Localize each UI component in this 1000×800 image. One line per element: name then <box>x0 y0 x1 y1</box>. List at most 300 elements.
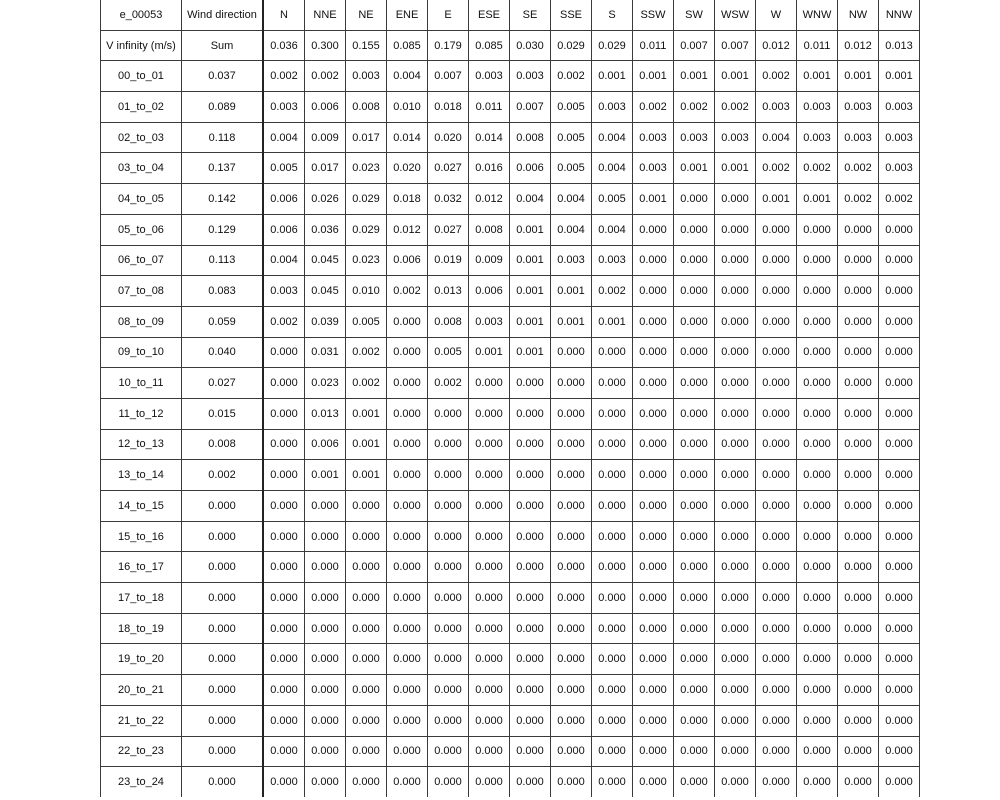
frequency-cell: 0.000 <box>263 767 305 797</box>
frequency-cell: 0.000 <box>305 583 346 614</box>
frequency-cell: 0.000 <box>510 675 551 706</box>
frequency-cell: 0.027 <box>428 153 469 184</box>
frequency-cell: 0.000 <box>387 368 428 399</box>
frequency-cell: 0.027 <box>428 214 469 245</box>
direction-header-cell: SW <box>674 0 715 30</box>
frequency-cell: 0.000 <box>797 491 838 522</box>
frequency-cell: 0.000 <box>633 491 674 522</box>
frequency-cell: 0.000 <box>715 214 756 245</box>
frequency-cell: 0.000 <box>263 460 305 491</box>
frequency-cell: 0.000 <box>551 552 592 583</box>
frequency-cell: 0.000 <box>674 184 715 215</box>
frequency-cell: 0.023 <box>346 153 387 184</box>
frequency-cell: 0.004 <box>387 61 428 92</box>
frequency-cell: 0.005 <box>263 153 305 184</box>
frequency-cell: 0.000 <box>387 491 428 522</box>
frequency-cell: 0.000 <box>469 705 510 736</box>
frequency-cell: 0.000 <box>387 644 428 675</box>
frequency-cell: 0.000 <box>715 521 756 552</box>
frequency-cell: 0.000 <box>715 491 756 522</box>
direction-header-cell: NE <box>346 0 387 30</box>
frequency-cell: 0.000 <box>469 460 510 491</box>
frequency-cell: 0.000 <box>469 398 510 429</box>
frequency-cell: 0.000 <box>263 736 305 767</box>
row-sum-cell: 0.142 <box>182 184 264 215</box>
frequency-cell: 0.000 <box>838 705 879 736</box>
frequency-cell: 0.000 <box>715 583 756 614</box>
frequency-cell: 0.004 <box>592 153 633 184</box>
frequency-cell: 0.000 <box>305 552 346 583</box>
frequency-cell: 0.000 <box>879 736 920 767</box>
speed-bin-label: 02_to_03 <box>101 122 182 153</box>
table-row <box>101 644 920 675</box>
sum-header: Sum <box>182 30 264 61</box>
frequency-cell: 0.000 <box>715 705 756 736</box>
frequency-cell: 0.000 <box>387 460 428 491</box>
frequency-cell: 0.001 <box>715 61 756 92</box>
frequency-cell: 0.000 <box>592 675 633 706</box>
frequency-cell: 0.031 <box>305 337 346 368</box>
frequency-cell: 0.000 <box>756 398 797 429</box>
frequency-cell: 0.000 <box>469 583 510 614</box>
frequency-cell: 0.000 <box>387 736 428 767</box>
frequency-cell: 0.000 <box>469 736 510 767</box>
frequency-cell: 0.000 <box>592 705 633 736</box>
row-sum-cell: 0.037 <box>182 61 264 92</box>
frequency-cell: 0.000 <box>674 245 715 276</box>
frequency-cell: 0.000 <box>756 736 797 767</box>
frequency-cell: 0.000 <box>797 306 838 337</box>
frequency-cell: 0.000 <box>715 736 756 767</box>
frequency-cell: 0.000 <box>674 368 715 399</box>
frequency-cell: 0.000 <box>387 398 428 429</box>
frequency-cell: 0.000 <box>428 398 469 429</box>
table-row <box>101 429 920 460</box>
frequency-cell: 0.000 <box>838 767 879 797</box>
frequency-cell: 0.000 <box>510 767 551 797</box>
direction-header-cell: NNE <box>305 0 346 30</box>
frequency-cell: 0.000 <box>428 736 469 767</box>
frequency-cell: 0.000 <box>469 675 510 706</box>
frequency-cell: 0.004 <box>551 184 592 215</box>
totals-row <box>101 30 920 61</box>
frequency-cell: 0.000 <box>838 613 879 644</box>
frequency-cell: 0.000 <box>674 460 715 491</box>
frequency-cell: 0.000 <box>674 214 715 245</box>
frequency-cell: 0.001 <box>551 276 592 307</box>
frequency-cell: 0.004 <box>551 214 592 245</box>
speed-bin-label: 12_to_13 <box>101 429 182 460</box>
table-row <box>101 583 920 614</box>
table-id-label: e_00053 <box>101 0 182 30</box>
frequency-cell: 0.014 <box>469 122 510 153</box>
speed-bin-label: 18_to_19 <box>101 613 182 644</box>
frequency-cell: 0.000 <box>797 767 838 797</box>
frequency-cell: 0.006 <box>263 184 305 215</box>
row-sum-cell: 0.118 <box>182 122 264 153</box>
frequency-cell: 0.000 <box>797 460 838 491</box>
frequency-cell: 0.000 <box>756 583 797 614</box>
frequency-cell: 0.000 <box>387 767 428 797</box>
frequency-cell: 0.000 <box>674 736 715 767</box>
frequency-cell: 0.000 <box>797 521 838 552</box>
frequency-cell: 0.000 <box>838 429 879 460</box>
frequency-cell: 0.000 <box>551 521 592 552</box>
frequency-cell: 0.000 <box>797 705 838 736</box>
frequency-cell: 0.000 <box>633 583 674 614</box>
frequency-cell: 0.000 <box>797 644 838 675</box>
table-row <box>101 491 920 522</box>
direction-header-cell: WNW <box>797 0 838 30</box>
frequency-cell: 0.000 <box>879 552 920 583</box>
frequency-cell: 0.000 <box>674 552 715 583</box>
wind-frequency-table <box>100 0 920 797</box>
row-sum-cell: 0.000 <box>182 644 264 675</box>
table-row <box>101 705 920 736</box>
speed-bin-label: 17_to_18 <box>101 583 182 614</box>
table-row <box>101 552 920 583</box>
speed-bin-label: 06_to_07 <box>101 245 182 276</box>
frequency-cell: 0.000 <box>592 368 633 399</box>
frequency-cell: 0.000 <box>756 276 797 307</box>
frequency-cell: 0.026 <box>305 184 346 215</box>
frequency-cell: 0.001 <box>346 429 387 460</box>
frequency-cell: 0.003 <box>797 92 838 123</box>
frequency-cell: 0.000 <box>428 429 469 460</box>
frequency-cell: 0.000 <box>592 552 633 583</box>
frequency-cell: 0.000 <box>715 276 756 307</box>
speed-bin-label: 11_to_12 <box>101 398 182 429</box>
frequency-cell: 0.001 <box>592 61 633 92</box>
speed-bin-label: 15_to_16 <box>101 521 182 552</box>
table-row <box>101 214 920 245</box>
frequency-cell: 0.009 <box>469 245 510 276</box>
speed-header: V infinity (m/s) <box>101 30 182 61</box>
frequency-cell: 0.000 <box>346 644 387 675</box>
frequency-cell: 0.036 <box>305 214 346 245</box>
frequency-cell: 0.000 <box>346 613 387 644</box>
row-sum-cell: 0.000 <box>182 491 264 522</box>
frequency-cell: 0.003 <box>263 92 305 123</box>
speed-bin-label: 16_to_17 <box>101 552 182 583</box>
direction-total-cell: 0.013 <box>879 30 920 61</box>
frequency-cell: 0.002 <box>838 153 879 184</box>
frequency-cell: 0.004 <box>263 245 305 276</box>
frequency-cell: 0.003 <box>674 122 715 153</box>
frequency-cell: 0.001 <box>797 61 838 92</box>
frequency-cell: 0.000 <box>879 306 920 337</box>
frequency-cell: 0.000 <box>387 552 428 583</box>
frequency-cell: 0.000 <box>551 337 592 368</box>
frequency-cell: 0.000 <box>551 583 592 614</box>
frequency-cell: 0.000 <box>838 736 879 767</box>
row-sum-cell: 0.137 <box>182 153 264 184</box>
direction-total-cell: 0.030 <box>510 30 551 61</box>
frequency-cell: 0.006 <box>510 153 551 184</box>
direction-total-cell: 0.085 <box>469 30 510 61</box>
speed-bin-label: 14_to_15 <box>101 491 182 522</box>
row-sum-cell: 0.000 <box>182 613 264 644</box>
frequency-cell: 0.000 <box>633 368 674 399</box>
frequency-cell: 0.000 <box>838 583 879 614</box>
frequency-cell: 0.000 <box>633 398 674 429</box>
frequency-cell: 0.000 <box>715 368 756 399</box>
frequency-cell: 0.000 <box>633 521 674 552</box>
frequency-cell: 0.000 <box>838 521 879 552</box>
frequency-cell: 0.000 <box>633 245 674 276</box>
speed-bin-label: 21_to_22 <box>101 705 182 736</box>
frequency-cell: 0.000 <box>551 368 592 399</box>
frequency-cell: 0.000 <box>756 644 797 675</box>
frequency-cell: 0.002 <box>756 153 797 184</box>
direction-total-cell: 0.155 <box>346 30 387 61</box>
frequency-cell: 0.018 <box>387 184 428 215</box>
frequency-cell: 0.000 <box>510 521 551 552</box>
direction-total-cell: 0.036 <box>263 30 305 61</box>
frequency-cell: 0.000 <box>592 613 633 644</box>
frequency-cell: 0.000 <box>551 675 592 706</box>
frequency-cell: 0.001 <box>346 398 387 429</box>
frequency-cell: 0.000 <box>633 736 674 767</box>
frequency-cell: 0.013 <box>428 276 469 307</box>
frequency-cell: 0.000 <box>797 398 838 429</box>
direction-header-cell: N <box>263 0 305 30</box>
frequency-cell: 0.000 <box>838 398 879 429</box>
frequency-cell: 0.001 <box>469 337 510 368</box>
frequency-cell: 0.005 <box>551 122 592 153</box>
frequency-cell: 0.000 <box>674 276 715 307</box>
frequency-cell: 0.003 <box>592 245 633 276</box>
frequency-cell: 0.029 <box>346 214 387 245</box>
row-sum-cell: 0.015 <box>182 398 264 429</box>
frequency-cell: 0.000 <box>551 613 592 644</box>
frequency-cell: 0.000 <box>879 368 920 399</box>
frequency-cell: 0.000 <box>510 491 551 522</box>
frequency-cell: 0.003 <box>263 276 305 307</box>
frequency-cell: 0.000 <box>838 491 879 522</box>
frequency-cell: 0.003 <box>633 122 674 153</box>
frequency-cell: 0.002 <box>263 61 305 92</box>
frequency-cell: 0.000 <box>510 705 551 736</box>
frequency-cell: 0.000 <box>838 552 879 583</box>
frequency-cell: 0.008 <box>510 122 551 153</box>
frequency-cell: 0.000 <box>592 429 633 460</box>
direction-header-cell: NNW <box>879 0 920 30</box>
frequency-cell: 0.005 <box>592 184 633 215</box>
direction-total-cell: 0.011 <box>633 30 674 61</box>
frequency-cell: 0.000 <box>551 460 592 491</box>
frequency-cell: 0.005 <box>428 337 469 368</box>
frequency-cell: 0.000 <box>633 460 674 491</box>
frequency-cell: 0.000 <box>387 306 428 337</box>
row-sum-cell: 0.000 <box>182 705 264 736</box>
direction-total-cell: 0.029 <box>551 30 592 61</box>
frequency-cell: 0.018 <box>428 92 469 123</box>
direction-total-cell: 0.011 <box>797 30 838 61</box>
frequency-cell: 0.029 <box>346 184 387 215</box>
row-sum-cell: 0.059 <box>182 306 264 337</box>
speed-bin-label: 19_to_20 <box>101 644 182 675</box>
frequency-cell: 0.004 <box>592 214 633 245</box>
direction-total-cell: 0.012 <box>756 30 797 61</box>
frequency-cell: 0.000 <box>263 613 305 644</box>
frequency-cell: 0.000 <box>715 460 756 491</box>
frequency-cell: 0.003 <box>797 122 838 153</box>
frequency-cell: 0.000 <box>346 675 387 706</box>
frequency-cell: 0.000 <box>674 583 715 614</box>
frequency-cell: 0.000 <box>838 460 879 491</box>
row-sum-cell: 0.083 <box>182 276 264 307</box>
frequency-cell: 0.000 <box>263 429 305 460</box>
frequency-cell: 0.005 <box>346 306 387 337</box>
table-row <box>101 184 920 215</box>
frequency-cell: 0.020 <box>428 122 469 153</box>
wind-table-body <box>101 0 920 797</box>
frequency-cell: 0.000 <box>263 398 305 429</box>
frequency-cell: 0.000 <box>715 644 756 675</box>
table-row <box>101 368 920 399</box>
frequency-cell: 0.000 <box>797 583 838 614</box>
table-row <box>101 61 920 92</box>
frequency-cell: 0.003 <box>838 122 879 153</box>
frequency-cell: 0.000 <box>305 675 346 706</box>
frequency-cell: 0.000 <box>305 705 346 736</box>
frequency-cell: 0.000 <box>263 337 305 368</box>
table-row <box>101 245 920 276</box>
frequency-cell: 0.000 <box>879 705 920 736</box>
table-row <box>101 736 920 767</box>
frequency-cell: 0.000 <box>346 583 387 614</box>
frequency-cell: 0.000 <box>756 705 797 736</box>
frequency-cell: 0.000 <box>633 306 674 337</box>
frequency-cell: 0.000 <box>551 491 592 522</box>
frequency-cell: 0.001 <box>510 306 551 337</box>
frequency-cell: 0.001 <box>674 153 715 184</box>
direction-total-cell: 0.007 <box>715 30 756 61</box>
row-sum-cell: 0.113 <box>182 245 264 276</box>
row-sum-cell: 0.000 <box>182 767 264 797</box>
frequency-cell: 0.017 <box>305 153 346 184</box>
frequency-cell: 0.000 <box>263 583 305 614</box>
frequency-cell: 0.000 <box>592 521 633 552</box>
row-sum-cell: 0.008 <box>182 429 264 460</box>
frequency-cell: 0.000 <box>674 767 715 797</box>
frequency-cell: 0.000 <box>592 583 633 614</box>
speed-bin-label: 09_to_10 <box>101 337 182 368</box>
frequency-cell: 0.000 <box>756 214 797 245</box>
frequency-cell: 0.000 <box>551 767 592 797</box>
frequency-cell: 0.000 <box>469 491 510 522</box>
row-sum-cell: 0.089 <box>182 92 264 123</box>
frequency-cell: 0.000 <box>633 705 674 736</box>
frequency-cell: 0.000 <box>551 644 592 675</box>
row-sum-cell: 0.000 <box>182 552 264 583</box>
frequency-cell: 0.000 <box>879 521 920 552</box>
frequency-cell: 0.000 <box>346 705 387 736</box>
speed-bin-label: 01_to_02 <box>101 92 182 123</box>
frequency-cell: 0.002 <box>633 92 674 123</box>
frequency-cell: 0.000 <box>715 429 756 460</box>
frequency-cell: 0.000 <box>263 705 305 736</box>
speed-bin-label: 03_to_04 <box>101 153 182 184</box>
frequency-cell: 0.002 <box>263 306 305 337</box>
direction-header-cell: S <box>592 0 633 30</box>
frequency-cell: 0.003 <box>551 245 592 276</box>
frequency-cell: 0.006 <box>263 214 305 245</box>
frequency-cell: 0.000 <box>879 644 920 675</box>
frequency-cell: 0.000 <box>428 491 469 522</box>
frequency-cell: 0.000 <box>715 767 756 797</box>
frequency-cell: 0.000 <box>551 705 592 736</box>
frequency-cell: 0.000 <box>346 736 387 767</box>
direction-total-cell: 0.012 <box>838 30 879 61</box>
frequency-cell: 0.002 <box>879 184 920 215</box>
direction-header-cell: ENE <box>387 0 428 30</box>
row-sum-cell: 0.000 <box>182 736 264 767</box>
speed-bin-label: 22_to_23 <box>101 736 182 767</box>
frequency-cell: 0.001 <box>633 184 674 215</box>
frequency-cell: 0.003 <box>879 153 920 184</box>
frequency-cell: 0.000 <box>510 644 551 675</box>
frequency-cell: 0.001 <box>879 61 920 92</box>
speed-bin-label: 07_to_08 <box>101 276 182 307</box>
frequency-cell: 0.003 <box>510 61 551 92</box>
speed-bin-label: 13_to_14 <box>101 460 182 491</box>
frequency-cell: 0.032 <box>428 184 469 215</box>
frequency-cell: 0.011 <box>469 92 510 123</box>
frequency-cell: 0.003 <box>592 92 633 123</box>
frequency-cell: 0.000 <box>428 675 469 706</box>
frequency-cell: 0.000 <box>879 429 920 460</box>
row-sum-cell: 0.000 <box>182 675 264 706</box>
frequency-cell: 0.000 <box>428 583 469 614</box>
frequency-cell: 0.000 <box>838 245 879 276</box>
row-sum-cell: 0.000 <box>182 583 264 614</box>
frequency-cell: 0.000 <box>756 521 797 552</box>
frequency-cell: 0.000 <box>756 245 797 276</box>
table-row <box>101 276 920 307</box>
frequency-cell: 0.009 <box>305 122 346 153</box>
frequency-cell: 0.000 <box>756 429 797 460</box>
frequency-cell: 0.003 <box>838 92 879 123</box>
frequency-cell: 0.000 <box>263 644 305 675</box>
frequency-cell: 0.003 <box>879 122 920 153</box>
frequency-cell: 0.000 <box>674 675 715 706</box>
frequency-cell: 0.016 <box>469 153 510 184</box>
frequency-cell: 0.019 <box>428 245 469 276</box>
row-sum-cell: 0.002 <box>182 460 264 491</box>
frequency-cell: 0.004 <box>756 122 797 153</box>
frequency-cell: 0.002 <box>838 184 879 215</box>
table-row <box>101 122 920 153</box>
frequency-cell: 0.000 <box>838 306 879 337</box>
speed-bin-label: 00_to_01 <box>101 61 182 92</box>
frequency-cell: 0.012 <box>387 214 428 245</box>
frequency-cell: 0.000 <box>674 398 715 429</box>
frequency-cell: 0.017 <box>346 122 387 153</box>
row-sum-cell: 0.000 <box>182 521 264 552</box>
frequency-cell: 0.010 <box>387 92 428 123</box>
frequency-cell: 0.000 <box>756 552 797 583</box>
frequency-cell: 0.000 <box>797 552 838 583</box>
frequency-cell: 0.007 <box>428 61 469 92</box>
frequency-cell: 0.000 <box>879 675 920 706</box>
speed-bin-label: 10_to_11 <box>101 368 182 399</box>
frequency-cell: 0.000 <box>387 613 428 644</box>
speed-bin-label: 08_to_09 <box>101 306 182 337</box>
frequency-cell: 0.000 <box>510 552 551 583</box>
frequency-cell: 0.000 <box>305 736 346 767</box>
